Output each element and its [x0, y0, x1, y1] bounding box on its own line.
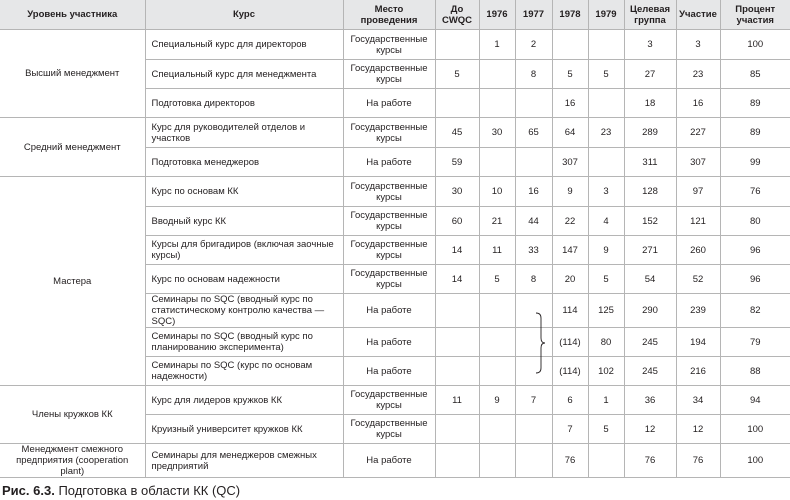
y1979-cell: 3	[588, 177, 624, 207]
before-cell	[435, 294, 479, 328]
target-cell: 76	[624, 444, 676, 478]
y1977-cell: 65	[515, 118, 552, 148]
place-cell: На работе	[343, 89, 435, 118]
participation-cell: 97	[676, 177, 720, 207]
place-cell: Государственные курсы	[343, 207, 435, 236]
header-1979: 1979	[588, 0, 624, 30]
place-cell: На работе	[343, 444, 435, 478]
before-cell: 45	[435, 118, 479, 148]
group-circle-members: Члены кружков КК	[0, 386, 145, 444]
target-cell: 12	[624, 415, 676, 444]
before-cell	[435, 357, 479, 386]
header-target-group: Целевая группа	[624, 0, 676, 30]
y1978-cell: (114)	[552, 328, 588, 357]
percent-cell: 100	[720, 444, 790, 478]
percent-cell: 89	[720, 118, 790, 148]
course-cell: Курс для руководителей отделов и участков	[145, 118, 343, 148]
percent-cell: 80	[720, 207, 790, 236]
before-cell	[435, 444, 479, 478]
course-cell: Круизный университет кружков КК	[145, 415, 343, 444]
before-cell: 60	[435, 207, 479, 236]
figure-title: Подготовка в области КК (QC)	[58, 483, 241, 498]
y1976-cell: 11	[479, 236, 515, 265]
header-1976: 1976	[479, 0, 515, 30]
course-cell: Подготовка менеджеров	[145, 148, 343, 177]
group-middle-management: Средний менеджмент	[0, 118, 145, 177]
before-cell: 14	[435, 265, 479, 294]
y1979-cell	[588, 89, 624, 118]
place-cell: Государственные курсы	[343, 265, 435, 294]
y1976-cell: 1	[479, 30, 515, 60]
place-cell: На работе	[343, 148, 435, 177]
y1979-cell: 5	[588, 60, 624, 89]
y1979-cell: 5	[588, 415, 624, 444]
before-cell: 59	[435, 148, 479, 177]
participation-cell: 34	[676, 386, 720, 415]
percent-cell: 76	[720, 177, 790, 207]
y1978-cell: 9	[552, 177, 588, 207]
y1979-cell	[588, 444, 624, 478]
place-cell: Государственные курсы	[343, 118, 435, 148]
target-cell: 245	[624, 328, 676, 357]
target-cell: 311	[624, 148, 676, 177]
before-cell	[435, 415, 479, 444]
participation-cell: 216	[676, 357, 720, 386]
participation-cell: 121	[676, 207, 720, 236]
y1977-cell: 16	[515, 177, 552, 207]
y1978-cell: 22	[552, 207, 588, 236]
y1978-cell: 147	[552, 236, 588, 265]
y1978-cell: 64	[552, 118, 588, 148]
table-row	[0, 386, 790, 415]
header-row	[0, 0, 790, 30]
y1979-cell: 125	[588, 294, 624, 328]
place-cell: Государственные курсы	[343, 386, 435, 415]
y1976-cell: 9	[479, 386, 515, 415]
participation-cell: 3	[676, 30, 720, 60]
course-cell: Семинары по SQC (вводный курс по планированию эксперимента)	[145, 328, 343, 357]
header-1977: 1977	[515, 0, 552, 30]
course-cell: Курс по основам КК	[145, 177, 343, 207]
y1976-cell	[479, 148, 515, 177]
y1977-cell	[515, 415, 552, 444]
y1976-cell	[479, 60, 515, 89]
y1977-cell	[515, 148, 552, 177]
y1978-cell	[552, 30, 588, 60]
y1976-cell	[479, 415, 515, 444]
group-cooperation-plant: Менеджмент смежного предприятия (cooperation plant)	[0, 444, 145, 478]
place-cell: Государственные курсы	[343, 30, 435, 60]
y1976-cell	[479, 444, 515, 478]
place-cell: Государственные курсы	[343, 415, 435, 444]
curly-brace-icon	[534, 312, 546, 374]
y1979-cell: 9	[588, 236, 624, 265]
figure-caption	[2, 483, 240, 499]
course-cell: Вводный курс КК	[145, 207, 343, 236]
y1979-cell	[588, 148, 624, 177]
group-top-management: Высший менеджмент	[0, 30, 145, 118]
y1977-cell: 44	[515, 207, 552, 236]
participation-cell: 16	[676, 89, 720, 118]
percent-cell: 100	[720, 415, 790, 444]
place-cell: Государственные курсы	[343, 177, 435, 207]
place-cell: На работе	[343, 294, 435, 328]
group-masters: Мастера	[0, 177, 145, 386]
y1977-cell: 33	[515, 236, 552, 265]
course-cell: Курсы для бригадиров (включая заочные курсы)	[145, 236, 343, 265]
header-before-cwqc: До CWQC	[435, 0, 479, 30]
percent-cell: 89	[720, 89, 790, 118]
y1978-cell: 7	[552, 415, 588, 444]
figure-label: Рис. 6.3.	[2, 483, 55, 498]
percent-cell: 100	[720, 30, 790, 60]
place-cell: Государственные курсы	[343, 236, 435, 265]
course-cell: Подготовка директоров	[145, 89, 343, 118]
participation-cell: 227	[676, 118, 720, 148]
before-cell	[435, 328, 479, 357]
y1977-cell: 8	[515, 265, 552, 294]
y1978-cell: 20	[552, 265, 588, 294]
place-cell: Государственные курсы	[343, 60, 435, 89]
y1976-cell	[479, 328, 515, 357]
percent-cell: 96	[720, 236, 790, 265]
header-1978: 1978	[552, 0, 588, 30]
y1978-cell: (114)	[552, 357, 588, 386]
target-cell: 128	[624, 177, 676, 207]
before-cell	[435, 89, 479, 118]
percent-cell: 79	[720, 328, 790, 357]
before-cell: 14	[435, 236, 479, 265]
participation-cell: 23	[676, 60, 720, 89]
before-cell: 5	[435, 60, 479, 89]
course-cell: Семинары для менеджеров смежных предприятий	[145, 444, 343, 478]
course-cell: Специальный курс для директоров	[145, 30, 343, 60]
target-cell: 3	[624, 30, 676, 60]
y1979-cell: 80	[588, 328, 624, 357]
place-cell: На работе	[343, 357, 435, 386]
y1976-cell: 21	[479, 207, 515, 236]
participation-cell: 307	[676, 148, 720, 177]
y1979-cell: 23	[588, 118, 624, 148]
y1978-cell: 16	[552, 89, 588, 118]
target-cell: 54	[624, 265, 676, 294]
table-row	[0, 118, 790, 148]
header-course: Курс	[145, 0, 343, 30]
table-row	[0, 177, 790, 207]
y1979-cell: 102	[588, 357, 624, 386]
participation-cell: 12	[676, 415, 720, 444]
percent-cell: 88	[720, 357, 790, 386]
percent-cell: 99	[720, 148, 790, 177]
target-cell: 289	[624, 118, 676, 148]
target-cell: 245	[624, 357, 676, 386]
y1976-cell	[479, 294, 515, 328]
y1977-cell	[515, 444, 552, 478]
header-participation: Участие	[676, 0, 720, 30]
header-place: Место проведения	[343, 0, 435, 30]
target-cell: 18	[624, 89, 676, 118]
y1976-cell	[479, 89, 515, 118]
table-row	[0, 444, 790, 478]
y1979-cell: 5	[588, 265, 624, 294]
course-cell: Семинары по SQC (курс по основам надежности)	[145, 357, 343, 386]
y1976-cell: 30	[479, 118, 515, 148]
y1978-cell: 114	[552, 294, 588, 328]
y1978-cell: 6	[552, 386, 588, 415]
target-cell: 152	[624, 207, 676, 236]
course-cell: Курс по основам надежности	[145, 265, 343, 294]
course-cell: Специальный курс для менеджмента	[145, 60, 343, 89]
y1977-cell: 8	[515, 60, 552, 89]
target-cell: 290	[624, 294, 676, 328]
before-cell: 30	[435, 177, 479, 207]
percent-cell: 82	[720, 294, 790, 328]
participation-cell: 76	[676, 444, 720, 478]
percent-cell: 94	[720, 386, 790, 415]
participation-cell: 239	[676, 294, 720, 328]
place-cell: На работе	[343, 328, 435, 357]
target-cell: 36	[624, 386, 676, 415]
participation-cell: 260	[676, 236, 720, 265]
before-cell	[435, 30, 479, 60]
y1976-cell: 5	[479, 265, 515, 294]
y1977-cell: 7	[515, 386, 552, 415]
y1978-cell: 307	[552, 148, 588, 177]
y1979-cell	[588, 30, 624, 60]
y1979-cell: 4	[588, 207, 624, 236]
participation-cell: 52	[676, 265, 720, 294]
y1978-cell: 5	[552, 60, 588, 89]
header-percent: Процент участия	[720, 0, 790, 30]
target-cell: 27	[624, 60, 676, 89]
percent-cell: 85	[720, 60, 790, 89]
percent-cell: 96	[720, 265, 790, 294]
target-cell: 271	[624, 236, 676, 265]
participation-cell: 194	[676, 328, 720, 357]
table-row	[0, 30, 790, 60]
y1977-cell	[515, 89, 552, 118]
y1979-cell: 1	[588, 386, 624, 415]
y1976-cell	[479, 357, 515, 386]
y1976-cell: 10	[479, 177, 515, 207]
course-cell: Семинары по SQC (вводный курс по статистическому контролю качества — SQC)	[145, 294, 343, 328]
y1978-cell: 76	[552, 444, 588, 478]
y1977-cell: 2	[515, 30, 552, 60]
before-cell: 11	[435, 386, 479, 415]
header-level: Уровень участника	[0, 0, 145, 30]
course-cell: Курс для лидеров кружков КК	[145, 386, 343, 415]
